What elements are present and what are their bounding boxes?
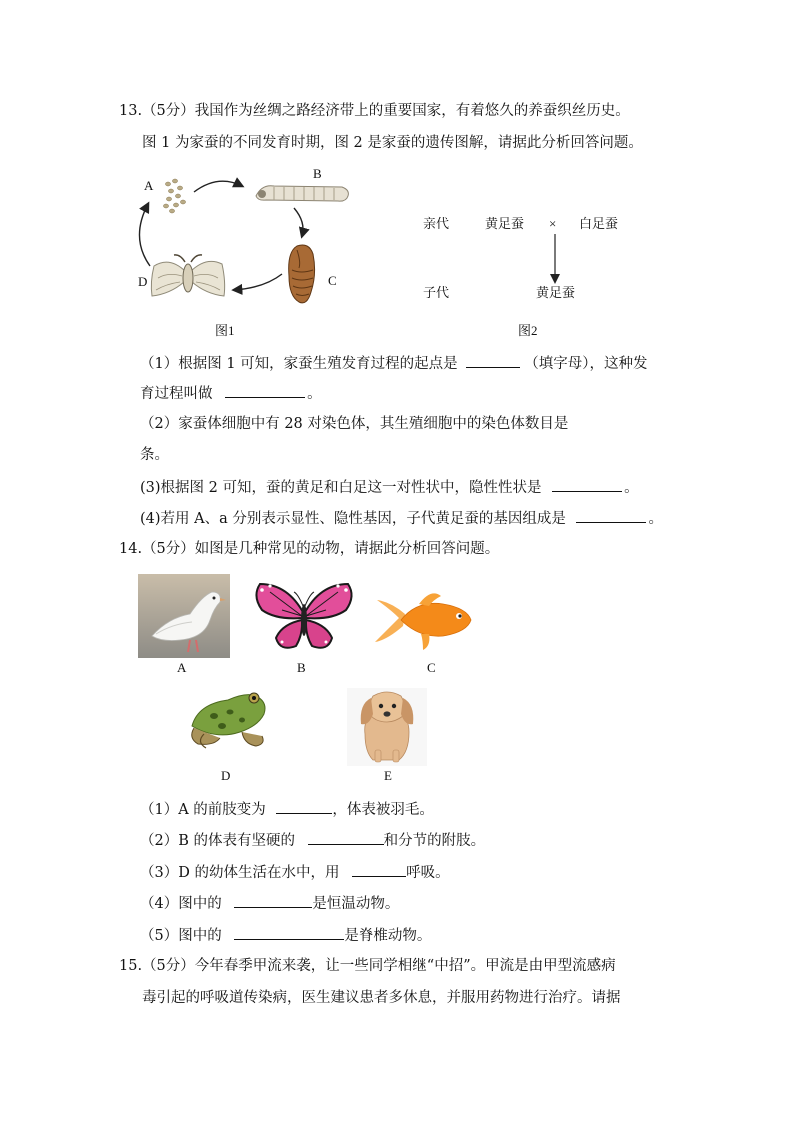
q13-subq-1-cont: 育过程叫做 。	[140, 383, 322, 404]
fig1-label-b: B	[313, 166, 322, 181]
fig2-parent-white: 白足蚕	[579, 216, 619, 231]
fig2-down-arrow	[549, 234, 561, 284]
life-cycle-arrows	[130, 170, 370, 330]
puppy-icon	[347, 688, 427, 766]
fig2-caption: 图2	[518, 323, 538, 338]
answer-blank-q13-3[interactable]	[552, 477, 622, 492]
fig1-label-c: C	[328, 273, 337, 288]
frog-icon	[184, 682, 274, 752]
fig1-label-a: A	[144, 178, 154, 193]
fig2-child-yellow: 黄足蚕	[536, 285, 576, 300]
arrow-c-to-d	[234, 274, 282, 290]
answer-blank-q14-5[interactable]	[234, 925, 344, 940]
animal-label-a: A	[177, 660, 187, 675]
fig1-caption: 图1	[215, 323, 235, 338]
q13-subq-2-cont: 条。	[140, 447, 169, 463]
q14-subq-5: （5）图中的 是脊椎动物。	[140, 925, 431, 946]
animal-label-c: C	[427, 660, 436, 675]
animal-label-d: D	[221, 768, 231, 783]
answer-blank-q13-1a[interactable]	[466, 353, 520, 368]
q13-subq-3: (3)根据图 2 可知，蚕的黄足和白足这一对性状中，隐性性状是 。	[140, 477, 639, 498]
q13-subq-2: （2）家蚕体细胞中有 28 对染色体，其生殖细胞中的染色体数目是	[140, 416, 569, 432]
fig2-cross-symbol: ×	[549, 216, 557, 231]
fig2-parent-yellow: 黄足蚕	[485, 216, 525, 231]
answer-blank-q14-1[interactable]	[276, 799, 332, 814]
answer-blank-q14-3[interactable]	[352, 862, 406, 877]
fig2-parent-label: 亲代	[423, 216, 450, 231]
q13-stem-line2: 图 1 为家蚕的不同发育时期，图 2 是家蚕的遗传图解，请据此分析回答问题。	[142, 135, 643, 151]
animal-label-e: E	[384, 768, 392, 783]
animal-label-b: B	[297, 660, 306, 675]
fig2-child-label: 子代	[423, 285, 450, 300]
q14-subq-2: （2）B 的体表有坚硬的 和分节的附肢。	[140, 830, 485, 851]
goldfish-icon	[373, 588, 475, 652]
q15-stem-line1: 15.（5分）今年春季甲流来袭，让一些同学相继“中招”。甲流是由甲型流感病	[119, 958, 616, 974]
answer-blank-q14-4[interactable]	[234, 893, 312, 908]
q13-subq-4: (4)若用 A、a 分别表示显性、隐性基因，子代黄足蚕的基因组成是 。	[140, 508, 663, 529]
answer-blank-q14-2[interactable]	[308, 830, 384, 845]
q15-stem-line2: 毒引起的呼吸道传染病，医生建议患者多休息，并服用药物进行治疗。请据	[142, 990, 621, 1006]
q14-subq-1: （1）A 的前肢变为 ，体表被羽毛。	[140, 799, 434, 820]
arrow-d-to-a	[139, 204, 150, 266]
arrow-a-to-b	[194, 181, 242, 192]
q13-stem-line1: 13.（5分）我国作为丝绸之路经济带上的重要国家，有着悠久的养蚕织丝历史。	[119, 103, 630, 119]
answer-blank-q13-1b[interactable]	[225, 383, 305, 398]
answer-blank-q13-4[interactable]	[576, 508, 646, 523]
q13-subq-1: （1）根据图 1 可知，家蚕生殖发育过程的起点是 （填字母），这种发	[140, 353, 648, 374]
butterfly-icon	[252, 580, 356, 656]
pigeon-icon	[138, 574, 230, 658]
fig1-label-d: D	[138, 274, 148, 289]
q14-subq-4: （4）图中的 是恒温动物。	[140, 893, 399, 914]
arrow-b-to-c	[294, 208, 303, 236]
q14-subq-3: （3）D 的幼体生活在水中，用 呼吸。	[140, 862, 450, 883]
q14-stem: 14.（5分）如图是几种常见的动物，请据此分析回答问题。	[119, 541, 500, 557]
